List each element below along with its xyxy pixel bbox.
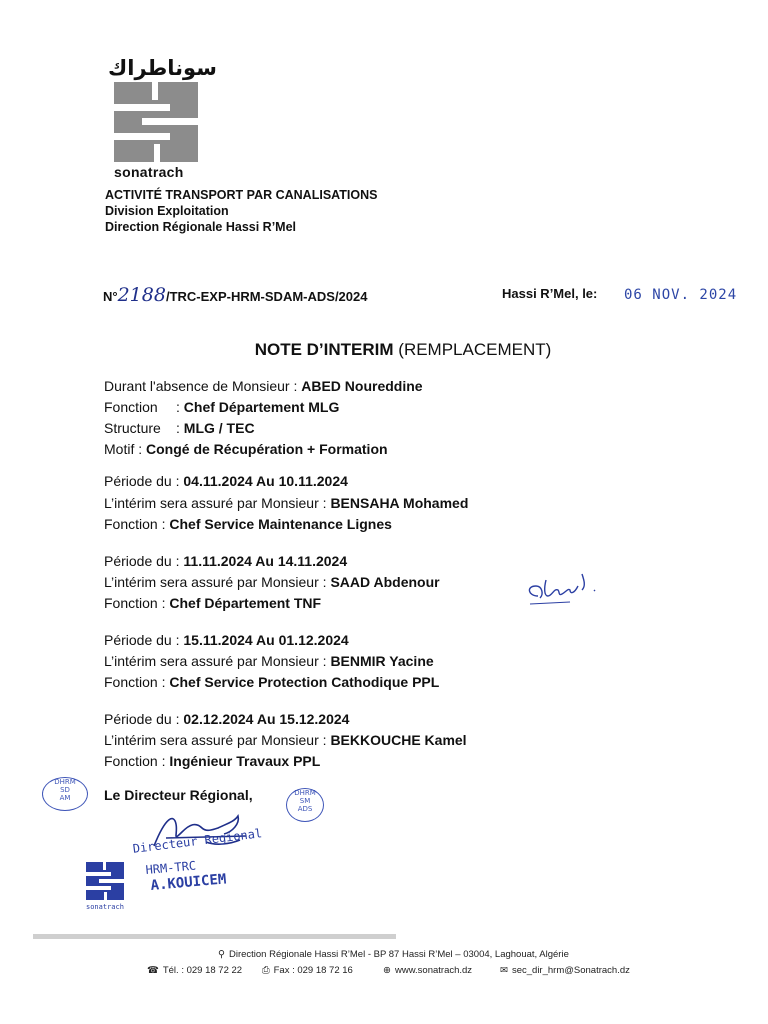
period-interim-line xyxy=(104,732,467,748)
footer-fax xyxy=(262,965,353,976)
round-stamp-dhrm-sm xyxy=(286,788,324,822)
absence-structure-line xyxy=(104,420,255,436)
period-fonction-line xyxy=(104,516,392,532)
absence-label: Durant l'absence de Monsieur : xyxy=(104,378,298,394)
stamp-brand: sonatrach xyxy=(86,903,124,911)
fonction-label: Fonction : xyxy=(104,516,166,532)
interim-label: L’intérim sera assuré par Monsieur : xyxy=(104,653,327,669)
periode-label: Période du : xyxy=(104,553,180,569)
reference-handwritten-number: 2188 xyxy=(117,284,166,306)
footer-address xyxy=(218,949,569,960)
logo-arabic-name: سوناطراك xyxy=(108,56,217,80)
reference-code: /TRC-EXP-HRM-SDAM-ADS/2024 xyxy=(165,289,368,304)
periode-label: Période du : xyxy=(104,632,180,648)
interim-name: BENSAHA Mohamed xyxy=(330,495,469,511)
fonction-label: Fonction : xyxy=(104,753,166,769)
interim-label: L’intérim sera assuré par Monsieur : xyxy=(104,495,327,511)
header-division: Division Exploitation xyxy=(105,204,229,218)
fonction-label: Fonction xyxy=(104,399,158,415)
stamp-director-title: Directeur Regional xyxy=(132,826,263,856)
interim-fonction: Ingénieur Travaux PPL xyxy=(169,753,321,769)
period-dates: 11.11.2024 Au 14.11.2024 xyxy=(183,553,348,569)
period-dates-line xyxy=(104,473,348,489)
period-interim-line xyxy=(104,574,440,590)
fonction-separator: : xyxy=(176,399,180,415)
stamp-director-unit: HRM-TRC xyxy=(145,858,197,877)
round-stamp-dhrm-sd xyxy=(42,777,88,811)
interim-name: BENMIR Yacine xyxy=(330,653,434,669)
period-interim-line xyxy=(104,495,468,511)
footer-web[interactable] xyxy=(383,965,472,976)
interim-fonction: Chef Service Protection Cathodique PPL xyxy=(169,674,440,690)
interim-label: L’intérim sera assuré par Monsieur : xyxy=(104,732,327,748)
fonction-label: Fonction : xyxy=(104,595,166,611)
globe-icon: ⊕ xyxy=(383,965,391,976)
periode-label: Période du : xyxy=(104,711,180,727)
footer-fax-text: Fax : 029 18 72 16 xyxy=(273,965,353,976)
footer-email-text[interactable]: sec_dir_hrm@Sonatrach.dz xyxy=(511,965,630,976)
stamp1-line1: DHRM xyxy=(54,778,76,786)
period-fonction-line xyxy=(104,753,320,769)
absent-person-name: ABED Noureddine xyxy=(301,378,423,394)
date-stamp: 06 NOV. 2024 xyxy=(624,287,738,303)
period-dates-line xyxy=(104,632,349,648)
period-dates: 02.12.2024 Au 15.12.2024 xyxy=(183,711,350,727)
title-sub: (REMPLACEMENT) xyxy=(398,340,552,359)
stamp-director-name: A.KOUICEM xyxy=(150,871,227,894)
period-dates: 04.11.2024 Au 10.11.2024 xyxy=(183,473,348,489)
location-pin-icon: ⚲ xyxy=(218,949,225,960)
phone-icon: ☎ xyxy=(147,965,159,976)
handwritten-initials xyxy=(520,566,610,612)
periode-label: Période du : xyxy=(104,473,180,489)
absence-motif-line xyxy=(104,441,388,457)
period-dates-line xyxy=(104,553,347,569)
stamp1-line2: SD xyxy=(60,786,70,794)
sonatrach-logo-icon xyxy=(114,82,198,162)
interim-name: BEKKOUCHE Kamel xyxy=(330,732,467,748)
reference-number xyxy=(103,284,367,306)
fax-icon: ⎙ xyxy=(262,965,270,976)
reference-prefix: N° xyxy=(103,289,118,304)
stamp-logo-icon xyxy=(86,862,124,900)
title-main: NOTE D’INTERIM xyxy=(254,340,394,359)
period-fonction-line xyxy=(104,595,321,611)
logo-latin-name: sonatrach xyxy=(114,164,184,180)
interim-name: SAAD Abdenour xyxy=(330,574,440,590)
footer-divider xyxy=(33,934,396,939)
place-label: Hassi R’Mel, le: xyxy=(502,286,598,301)
footer-email[interactable] xyxy=(500,965,630,976)
absence-line xyxy=(104,378,423,394)
stamp2-line3: ADS xyxy=(297,805,313,813)
period-fonction-line xyxy=(104,674,439,690)
stamp2-line1: DHRM xyxy=(294,789,316,797)
absent-fonction: Chef Département MLG xyxy=(183,399,340,415)
interim-fonction: Chef Département TNF xyxy=(169,595,322,611)
structure-separator: : xyxy=(176,420,180,436)
structure-label: Structure xyxy=(104,420,161,436)
stamp1-line3: AM xyxy=(59,794,71,802)
period-dates: 15.11.2024 Au 01.12.2024 xyxy=(183,632,349,648)
motif-label: Motif : xyxy=(104,441,143,457)
footer-web-text[interactable]: www.sonatrach.dz xyxy=(394,965,473,976)
absence-motif: Congé de Récupération + Formation xyxy=(146,441,388,457)
period-interim-line xyxy=(104,653,434,669)
signature-label: Le Directeur Régional, xyxy=(104,787,253,803)
document-title xyxy=(0,340,768,360)
interim-label: L’intérim sera assuré par Monsieur : xyxy=(104,574,327,590)
footer-tel xyxy=(147,965,242,976)
header-direction: Direction Régionale Hassi R’Mel xyxy=(105,220,297,234)
stamp2-line2: SM xyxy=(299,797,311,805)
absence-fonction-line xyxy=(104,399,339,415)
absent-structure: MLG / TEC xyxy=(183,420,255,436)
mail-icon: ✉ xyxy=(500,965,508,976)
fonction-label: Fonction : xyxy=(104,674,166,690)
footer-tel-text: Tél. : 029 18 72 22 xyxy=(162,965,243,976)
period-dates-line xyxy=(104,711,349,727)
header-activity: ACTIVITÉ TRANSPORT PAR CANALISATIONS xyxy=(105,188,378,202)
interim-fonction: Chef Service Maintenance Lignes xyxy=(169,516,392,532)
footer-address-text: Direction Régionale Hassi R’Mel - BP 87 Hassi R’Mel – 03004, Laghouat, Algérie xyxy=(228,949,569,960)
